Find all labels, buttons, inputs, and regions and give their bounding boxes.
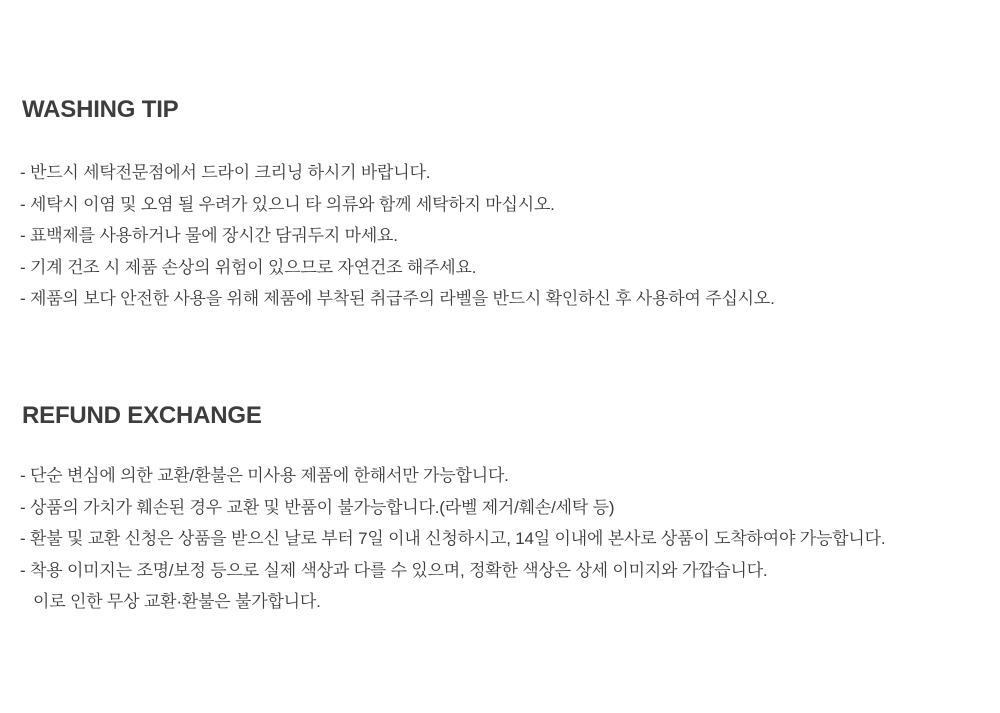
refund-exchange-item: - 환불 및 교환 신청은 상품을 받으신 날로 부터 7일 이내 신청하시고, 14일 이내에 본사로 상품이 도착하여야 가능합니다. — [20, 529, 886, 548]
refund-exchange-item: - 단순 변심에 의한 교환/환불은 미사용 제품에 한해서만 가능합니다. — [20, 466, 509, 485]
washing-tip-section — [20, 96, 992, 315]
refund-exchange-item: - 상품의 가치가 훼손된 경우 교환 및 반품이 불가능합니다.(라벨 제거/훼손/세탁 등) — [20, 497, 615, 517]
refund-exchange-list — [20, 460, 992, 618]
washing-tip-heading: WASHING TIP — [22, 96, 179, 123]
washing-tip-list — [20, 157, 992, 315]
washing-tip-item: - 반드시 세탁전문점에서 드라이 크리닝 하시기 바랍니다. — [20, 163, 431, 182]
washing-tip-item: - 제품의 보다 안전한 사용을 위해 제품에 부착된 취급주의 라벨을 반드시 확인하신 후 사용하여 주십시오. — [20, 289, 775, 308]
refund-exchange-item: - 착용 이미지는 조명/보정 등으로 실제 색상과 다를 수 있으며, 정확한 색상은 상세 이미지와 가깝습니다. — [20, 560, 768, 580]
washing-tip-item: - 세탁시 이염 및 오염 될 우려가 있으니 타 의류와 함께 세탁하지 마십시오. — [20, 194, 555, 214]
refund-exchange-heading: REFUND EXCHANGE — [22, 402, 262, 429]
washing-tip-item: - 기계 건조 시 제품 손상의 위험이 있으므로 자연건조 해주세요. — [20, 257, 477, 277]
washing-tip-item: - 표백제를 사용하거나 물에 장시간 담궈두지 마세요. — [20, 226, 398, 245]
refund-exchange-section — [20, 402, 992, 618]
refund-exchange-item-continuation: 이로 인한 무상 교환·환불은 불가합니다. — [33, 592, 321, 611]
